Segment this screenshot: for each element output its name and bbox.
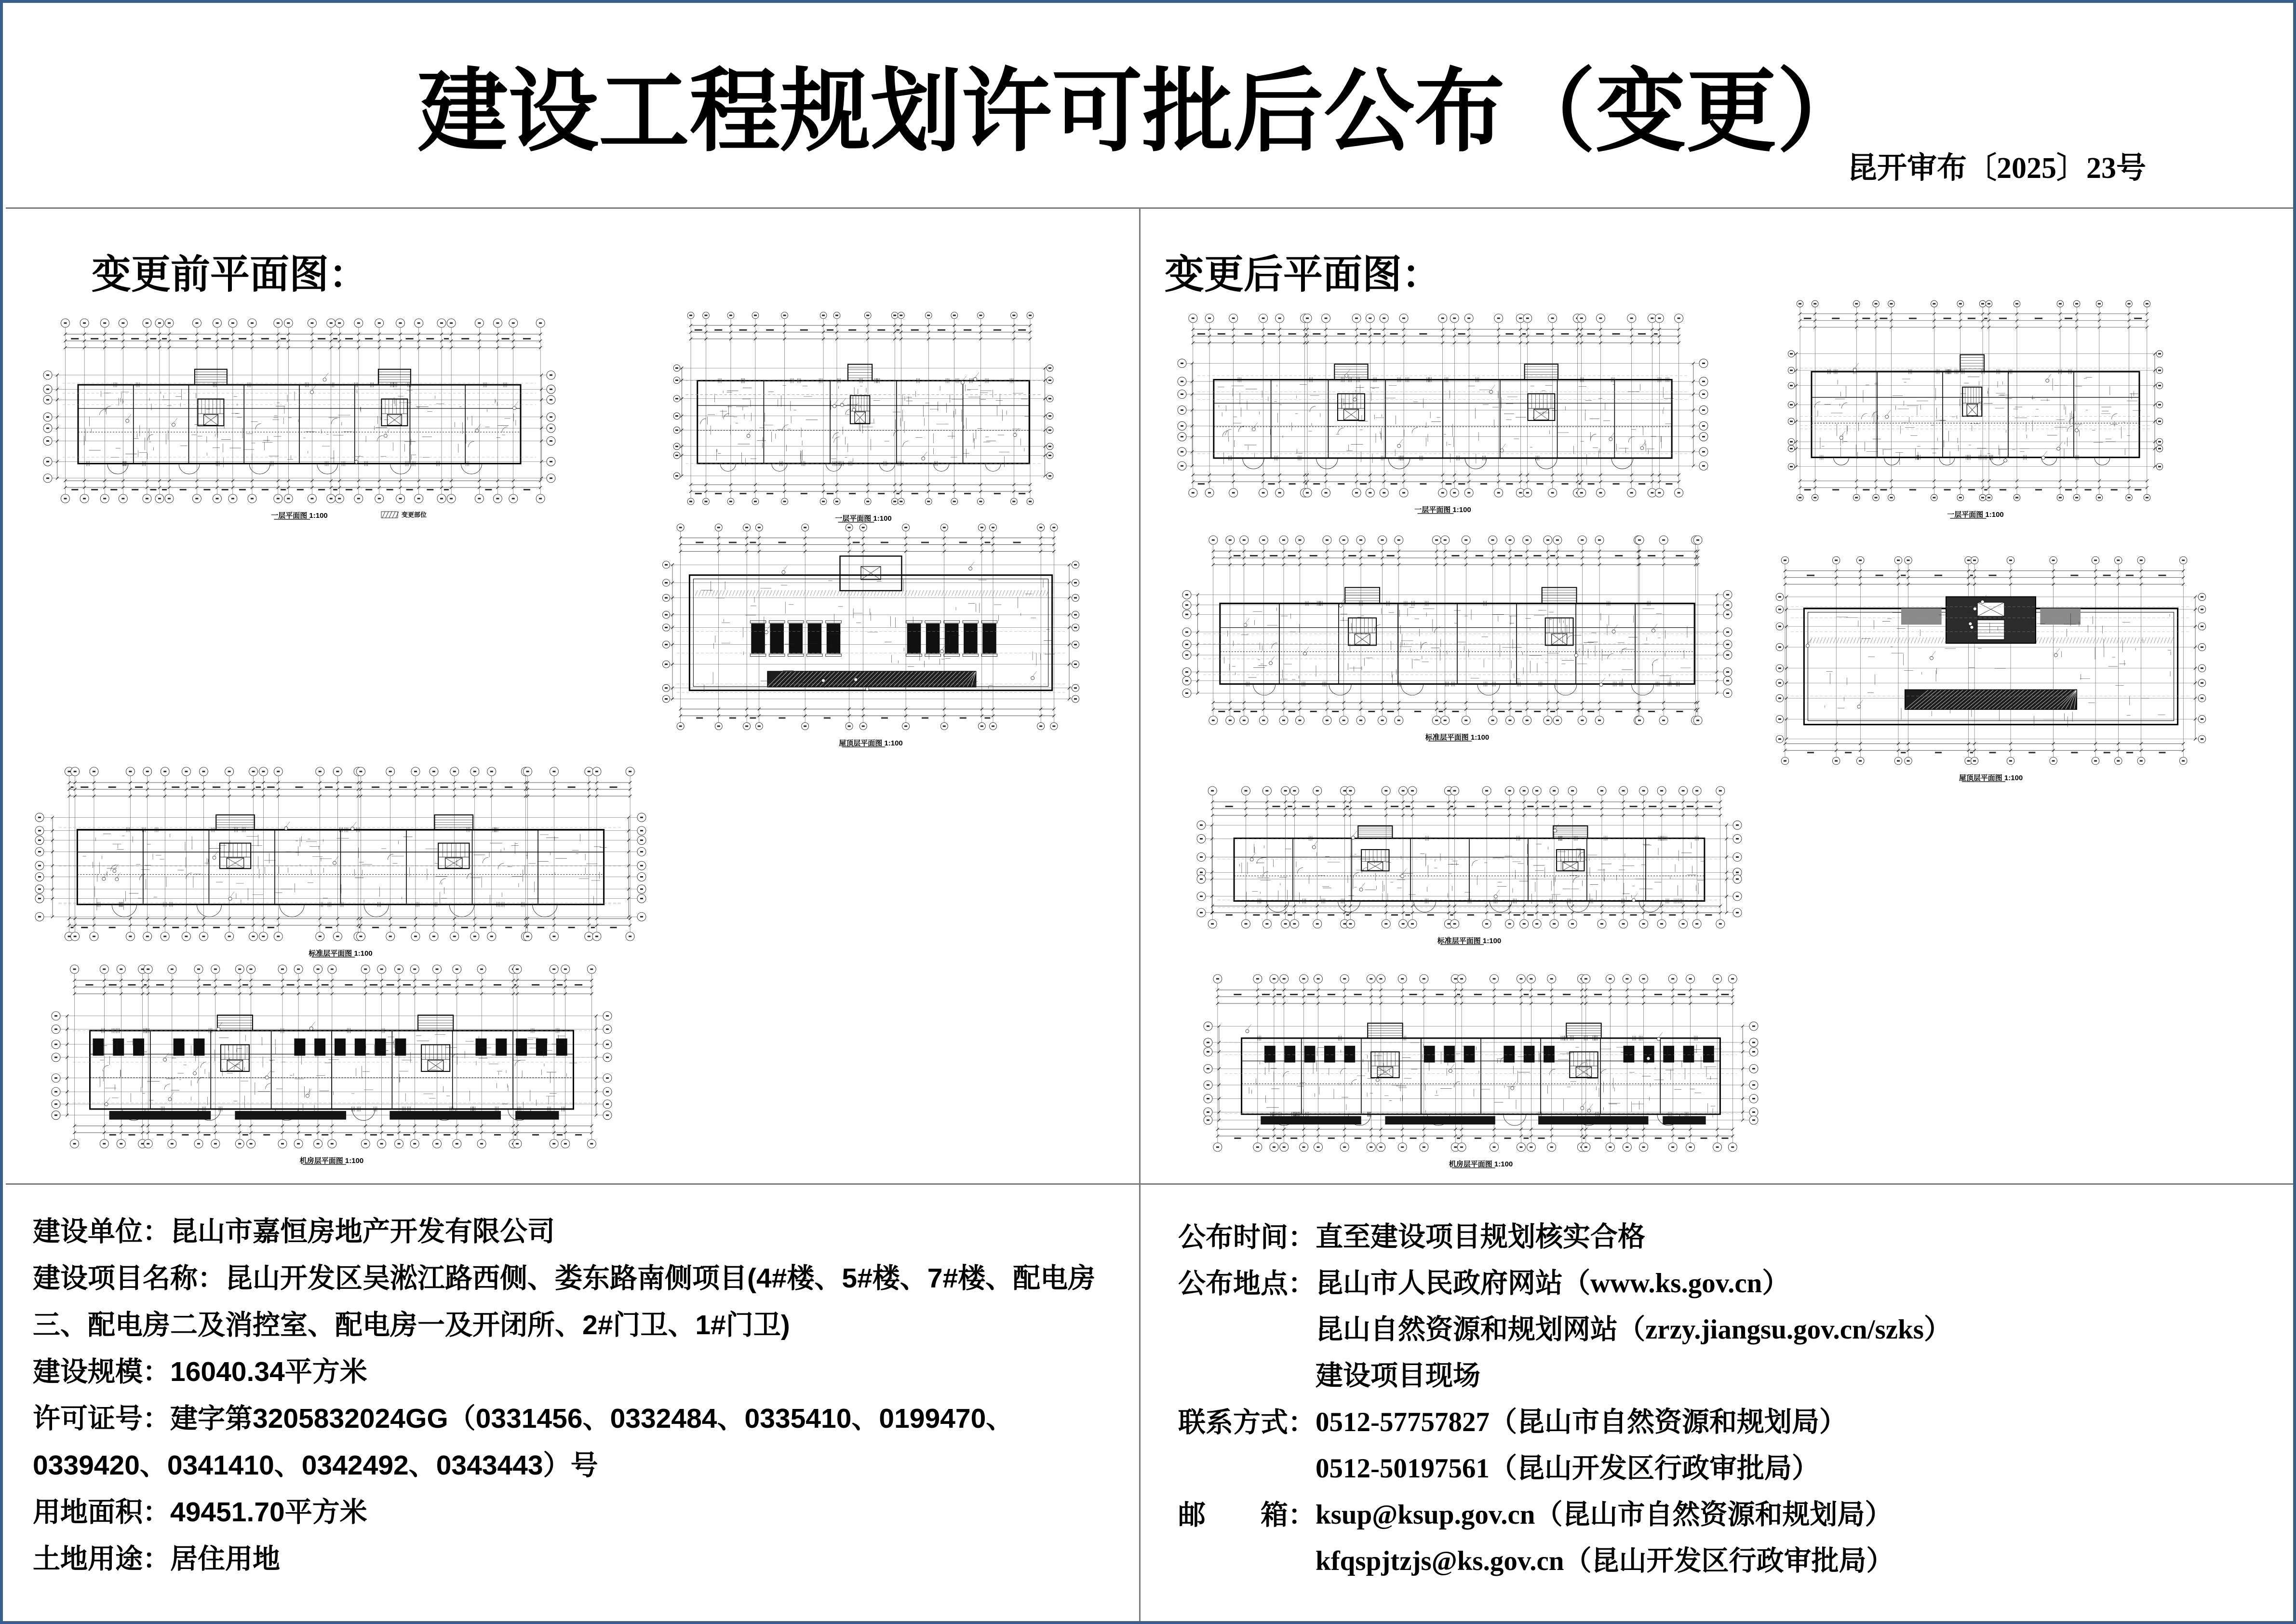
cad-drawing	[1178, 532, 1736, 744]
cad-drawing	[658, 520, 1084, 750]
info-entry	[1178, 1260, 2288, 1399]
info-paragraph	[33, 1395, 1131, 1489]
info-label: 公布时间：	[1178, 1222, 1316, 1253]
info-label: 公布地点：	[1178, 1268, 1316, 1299]
floorplan-after-h	[1178, 532, 1736, 744]
info-label: 建设规模：	[33, 1356, 170, 1387]
cad-drawing	[31, 764, 650, 961]
info-value: 居住用地	[170, 1543, 280, 1574]
info-label: 邮 箱：	[1178, 1500, 1316, 1530]
info-value: 昆山市嘉恒房地产开发有限公司	[170, 1216, 555, 1247]
info-value: kfqspjtzjs@ks.gov.cn（昆山开发区行政审批局）	[1316, 1546, 1894, 1576]
info-entry	[1178, 1214, 2288, 1260]
floorplan-after-j	[1193, 783, 1746, 948]
plan-caption: 一层平面图 1:100	[835, 514, 892, 523]
cad-drawing	[1771, 553, 2211, 785]
info-value: 昆山自然资源和规划网站（zrzy.jiangsu.gov.cn/szks）	[1316, 1314, 1951, 1345]
info-values	[1316, 1492, 2288, 1584]
info-value: 昆山市人民政府网站（www.ks.gov.cn）	[1316, 1268, 1790, 1299]
info-value: 直至建设项目规划核实合格	[1316, 1222, 1645, 1252]
info-value: 0512-57757827（昆山市自然资源和规划局）	[1316, 1407, 1847, 1437]
cad-drawing	[1193, 783, 1746, 948]
info-values	[1316, 1214, 2288, 1260]
plan-caption: 标准层平面图 1:100	[309, 949, 373, 958]
plan-caption: 一层平面图 1:100	[1947, 511, 2004, 519]
info-label: 建设单位：	[33, 1216, 170, 1247]
info-right	[1178, 1214, 2288, 1584]
header-divider	[6, 207, 2296, 209]
info-paragraph	[33, 1255, 1131, 1349]
plan-caption: 机房层平面图 1:100	[299, 1157, 364, 1165]
cad-drawing	[668, 308, 1059, 526]
info-value: 16040.34平方米	[170, 1356, 367, 1387]
document-number: 昆开审布〔2025〕23号	[1847, 152, 2147, 185]
info-label: 联系方式：	[1178, 1407, 1316, 1438]
floorplan-after-i	[1771, 553, 2211, 785]
floorplan-after-f	[1173, 311, 1712, 517]
info-label: 许可证号：	[33, 1403, 170, 1434]
cad-drawing	[1173, 311, 1712, 517]
plan-caption: 一层平面图 1:100	[271, 512, 328, 520]
floorplan-after-g	[1783, 296, 2168, 522]
info-entry	[1178, 1492, 2288, 1584]
info-value: 昆山开发区吴淞江路西侧、娄东路南侧项目(4#楼、5#楼、7#楼、配电房三、配电房二及消控室、配电房一及开闭所、2#门卫、1#门卫)	[33, 1263, 1096, 1340]
info-label: 用地面积：	[33, 1497, 170, 1528]
plan-caption: 标准层平面图 1:100	[1437, 937, 1502, 945]
floorplan-before-a	[39, 315, 560, 523]
info-value: 49451.70平方米	[170, 1497, 367, 1528]
info-paragraph	[33, 1208, 1131, 1255]
before-plans-label: 变更前平面图：	[92, 253, 369, 297]
floorplan-before-d	[31, 764, 650, 961]
info-paragraph	[33, 1536, 1131, 1583]
column-divider	[1139, 207, 1141, 1624]
plan-caption: 一层平面图 1:100	[1414, 506, 1471, 514]
floorplan-after-k	[1199, 971, 1762, 1171]
floorplan-before-e	[47, 961, 616, 1168]
after-plans-label: 变更后平面图：	[1165, 253, 1442, 297]
page-title: 建设工程规划许可批后公布（变更）	[417, 62, 1867, 162]
cad-drawing	[1199, 971, 1762, 1171]
plan-caption: 屋顶层平面图 1:100	[839, 739, 903, 747]
floorplan-before-b	[668, 308, 1059, 526]
info-label: 土地用途：	[33, 1543, 170, 1574]
plan-caption: 机房层平面图 1:100	[1449, 1160, 1513, 1168]
info-left	[33, 1208, 1131, 1583]
cad-drawing	[39, 315, 560, 523]
info-value: 0512-50197561（昆山开发区行政审批局）	[1316, 1453, 1819, 1484]
info-values	[1316, 1399, 2288, 1492]
info-values	[1316, 1260, 2288, 1399]
info-entry	[1178, 1399, 2288, 1492]
info-paragraph	[33, 1349, 1131, 1395]
cad-drawing	[47, 961, 616, 1168]
info-paragraph	[33, 1489, 1131, 1536]
info-value: ksup@ksup.gov.cn（昆山市自然资源和规划局）	[1316, 1500, 1893, 1530]
info-value: 建设项目现场	[1316, 1361, 1480, 1391]
info-value: 建字第3205832024GG（0331456、0332484、0335410、0199470、0339420、0341410、0342492、0343443）号	[33, 1403, 1014, 1481]
floorplan-before-c	[658, 520, 1084, 750]
plan-caption: 屋顶层平面图 1:100	[1959, 774, 2023, 782]
info-label: 建设项目名称：	[33, 1263, 225, 1294]
cad-drawing	[1783, 296, 2168, 522]
plan-legend-label: 变更部位	[402, 511, 427, 518]
content-divider	[6, 1183, 2296, 1185]
plan-caption: 标准层平面图 1:100	[1425, 733, 1490, 742]
